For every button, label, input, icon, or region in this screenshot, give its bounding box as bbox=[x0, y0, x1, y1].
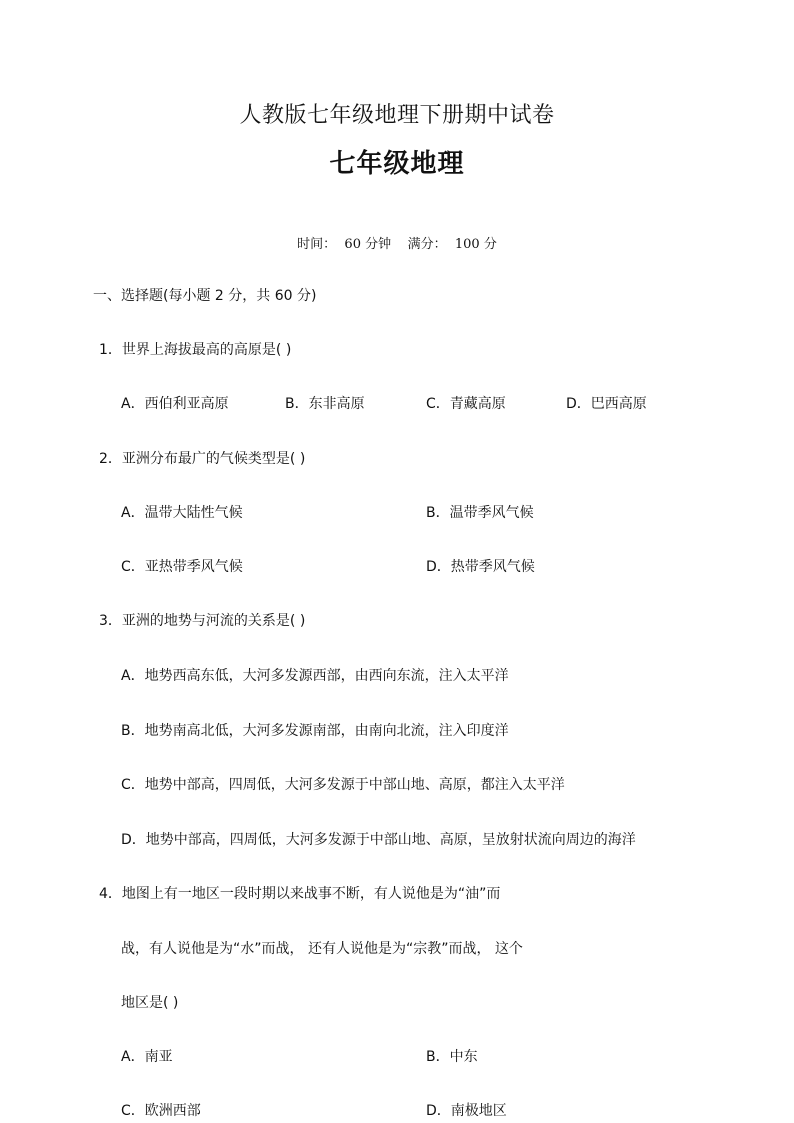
question-4-stem-line-1: 4．地图上有一地区一段时期以来战事不断，有人说他是为“油”而 bbox=[99, 886, 501, 902]
question-3-option-c: C．地势中部高，四周低，大河多发源于中部山地、高原，都注入太平洋 bbox=[121, 777, 565, 793]
question-4-option-c: C．欧洲西部 bbox=[121, 1103, 201, 1119]
question-4-option-a: A．南亚 bbox=[121, 1049, 173, 1065]
section-heading: 一、选择题(每小题 2 分，共 60 分) bbox=[93, 288, 317, 304]
question-3-option-d: D．地势中部高，四周低，大河多发源于中部山地、高原，呈放射状流向周边的海洋 bbox=[121, 832, 636, 848]
question-4-stem-line-2: 战，有人说他是为“水”而战， 还有人说他是为“宗教”而战， 这个 bbox=[121, 941, 523, 957]
question-4-option-b: B．中东 bbox=[426, 1049, 478, 1065]
question-2-option-c: C．亚热带季风气候 bbox=[121, 559, 243, 575]
question-3-stem: 3．亚洲的地势与河流的关系是( ) bbox=[99, 613, 306, 629]
question-4-stem-line-3: 地区是( ) bbox=[121, 995, 179, 1011]
question-3-option-b: B．地势南高北低，大河多发源南部，由南向北流，注入印度洋 bbox=[121, 723, 509, 739]
question-1-option-d: D．巴西高原 bbox=[566, 396, 647, 412]
exam-subtitle: 七年级地理 bbox=[329, 149, 465, 179]
question-2-option-d: D．热带季风气候 bbox=[426, 559, 535, 575]
question-4-option-d: D．南极地区 bbox=[426, 1103, 507, 1119]
question-1-option-c: C．青藏高原 bbox=[426, 396, 506, 412]
question-2-option-b: B．温带季风气候 bbox=[426, 505, 534, 521]
question-2-option-a: A．温带大陆性气候 bbox=[121, 505, 243, 521]
question-1-option-b: B．东非高原 bbox=[285, 396, 365, 412]
question-1-option-a: A．西伯利亚高原 bbox=[121, 396, 229, 412]
question-3-option-a: A．地势西高东低，大河多发源西部，由西向东流，注入太平洋 bbox=[121, 668, 509, 684]
exam-time-score: 时间： 60 分钟 满分： 100 分 bbox=[297, 237, 497, 252]
question-2-stem: 2．亚洲分布最广的气候类型是( ) bbox=[99, 451, 306, 467]
exam-title: 人教版七年级地理下册期中试卷 bbox=[239, 103, 555, 128]
question-1-options bbox=[121, 394, 721, 414]
question-1-stem: 1．世界上海拔最高的高原是( ) bbox=[99, 342, 292, 358]
